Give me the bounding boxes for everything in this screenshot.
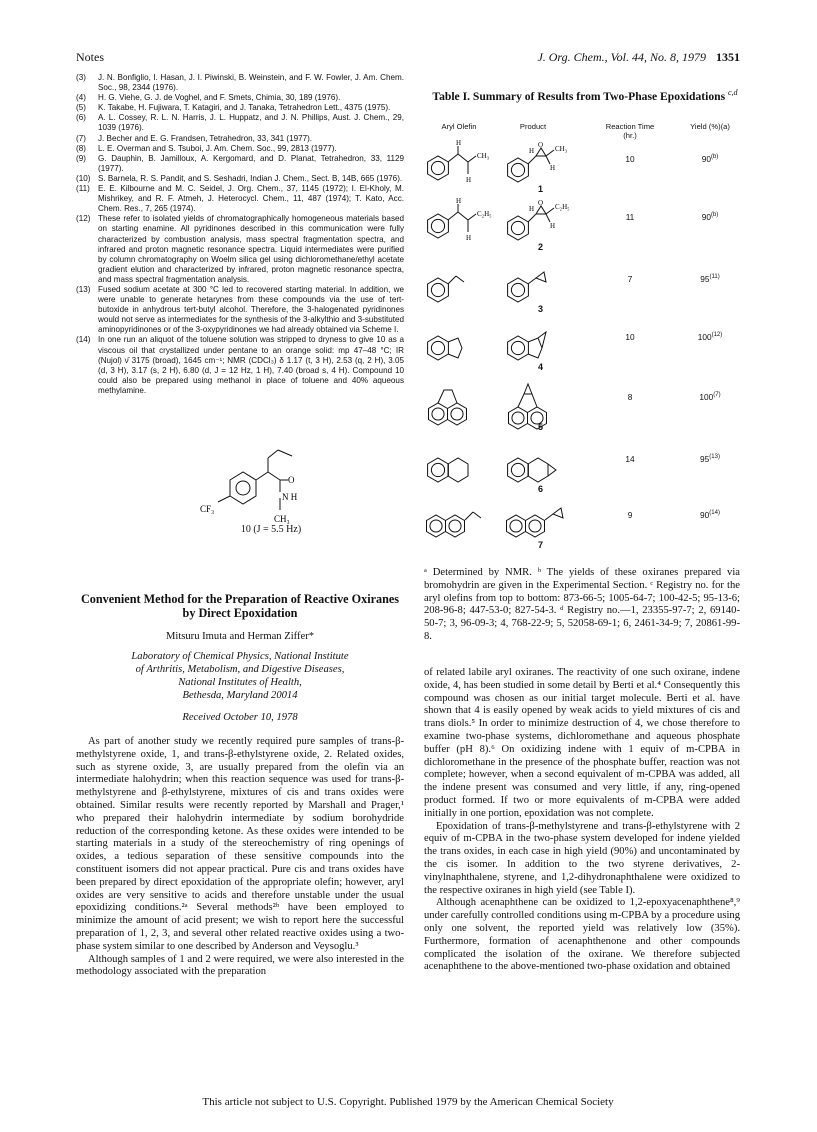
reference-item [76,154,404,174]
affiliation-line: National Institutes of Health, [178,677,302,688]
reaction-time: 11 [625,212,635,222]
body-text-left [76,736,404,979]
yield-cell [680,154,740,164]
body-paragraph: of related labile aryl oxiranes. The reactivity of one such oxirane, indene oxide, 4, has been studied in some detail by Berti et al.⁴ Consequently this compound was chosen as our initial target molecule. Berti et al. have shown that 4 is easily opened by weak acids to yield mixtures of cis and trans diols.⁵ In order to minimize destruction of 4, we chose therefore to examine two-phase systems, dichloromethane and aqueous phosphate buffer (pH 8).⁶ On oxidizing indene with 1 equiv of m-CPBA in dichloromethane in the presence of the phosphate buffer, reaction was not complete; however, when a second equivalent of m-CPBA was added, all the indene present was consumed and very little, if any, ring-opened product formed. If two or more equivalents of m-CPBA were added initially in one portion, epoxidation was not complete. [424,667,740,819]
reference-text: A. L. Cossey, R. L. N. Harris, J. L. Huppatz, and J. N. Phillips, Aust. J. Chem., 29, 1039 (1976). [98,113,404,133]
table-header-time: Reaction Time (hr.) [605,122,655,140]
compound-10-nh: N H [282,492,298,502]
body-paragraph: As part of another study we recently required pure samples of trans-β-methylstyrene oxide, 1, and trans-β-ethylstyrene oxide, 2. Related oxides, such as styrene oxide, 3, are usually prepared from the olefin via an intermediate halohydrin; when this reaction sequence was used for trans-β-methylstyrene and β-ethylstyrene, mixtures of cis and trans oxides were obtained. Similar results were recently reported by Marshall and Prager,¹ who prepared their halohydrin intermediate by sodium borohydride reduction of the corresponding ketone. As these oxides were intended to be starting materials in a study of the stereochemistry of ring openings of oxides, a tedious separation of these sensitive compounds into the constituent isomers did not appear practical. Pure cis and trans oxides have been prepared by direct epoxidation of the appropriate olefin; however, aryl oxides are very sensitive to acids and therefore unstable under the usual epoxidizing conditions.²ᵃ Several methods²ᵇ have been employed to minimize the amount of acid present; we wish to report here the successful preparation of 1, 2, 3, and several other related reactive oxides using a two-phase system similar to one described by Anderson and Veysoglu.³ [76,736,404,952]
reference-item [76,144,404,154]
compound-number: 6 [538,484,544,494]
yield-reference: (11) [709,274,720,281]
reference-number: (10) [76,173,91,183]
oxirane-product-structure [504,496,574,546]
yield-cell [680,212,740,222]
reaction-time: 8 [627,392,633,402]
reaction-time: 7 [627,274,633,284]
yield-reference: (7) [713,392,721,399]
compound-number: 2 [538,242,544,252]
reference-number: (9) [76,153,86,163]
reference-number: (5) [76,103,86,113]
table-row [422,318,742,376]
methyl-label: CH₃ [477,152,490,160]
compound-10-caption: 10 (J = 5.5 Hz) [240,524,302,535]
compound-number: 7 [538,540,544,550]
reference-text: G. Dauphin, B. Jamilloux, A. Kergomard, and D. Planat, Tetrahedron, 33, 1129 (1977). [98,153,404,173]
reference-number: (12) [76,214,91,224]
reference-number: (11) [76,184,90,194]
body-paragraph: Although samples of 1 and 2 were required, we were also interested in the methodology associated with the preparation [76,953,404,978]
table-title-footnote: c,d [728,88,738,97]
reference-text: K. Takabe, H. Fujiwara, T. Katagiri, and J. Tanaka, Tetrahedron Lett., 4375 (1975). [98,103,391,113]
yield-reference: (b) [710,212,719,219]
reference-number: (7) [76,133,86,143]
oxirane-product-structure [504,140,574,190]
aryl-olefin-structure [422,260,492,310]
yield-value: 95 [700,454,710,464]
product-h-label: H [529,147,535,155]
aryl-olefin-structure [422,318,492,368]
reference-number: (13) [76,284,91,294]
reference-item [76,214,404,285]
table-title [430,86,740,103]
aryl-olefin-structure [422,198,492,248]
yield-value: 95 [700,274,710,284]
reference-number: (14) [76,335,91,345]
oxirane-product-structure [504,440,574,490]
aryl-olefin-structure [422,440,492,490]
compound-10-ch3: CH₃ [274,514,290,524]
article-affiliation [76,650,404,702]
yield-cell [680,392,740,402]
compound-10-structure [200,450,320,530]
yield-reference: (b) [710,154,719,161]
ethyl-label: C₂H₅ [555,203,570,211]
table-row [422,496,742,554]
yield-reference: (14) [709,510,720,517]
olefin-h-label: H [456,139,462,147]
aryl-olefin-structure [422,140,492,190]
reference-number: (6) [76,113,86,123]
yield-reference: (13) [709,454,720,461]
table-row [422,140,742,198]
copyright-footer: This article not subject to U.S. Copyright. Published 1979 by the American Chemical Society [202,1096,614,1108]
table-header-product: Product [519,122,547,131]
yield-cell [680,332,740,342]
reference-item [76,113,404,133]
oxirane-product-structure [504,260,574,310]
yield-cell [680,454,740,464]
reference-list [76,73,404,396]
ethyl-label: C₂H₅ [477,210,492,218]
reference-text: E. E. Kilbourne and M. C. Seidel, J. Org. Chem., 37, 1145 (1972); I. El-Kholy, M. Mishrikey, and R. F. Atmeh, J. Heterocycl. Chem., 11, 487 (1974); T. Kato, Acc. Chem. Res., 7, 265 (1974). [98,184,404,214]
compound-10-cf3: CF₃ [200,504,215,514]
reaction-time: 14 [625,454,635,464]
reference-number: (4) [76,93,86,103]
epoxide-oxygen-label: O [538,141,544,149]
reference-text: Fused sodium acetate at 300 °C led to recovered starting material. In addition, we were unable to generate hetarynes from these compounds via the use of tert-butoxide in anhydrous tert-butyl alcohol. Therefore, the 3-halogenated pyridinones would not serve as intermediates for the synthesis of the 3-alkylthio and 3-substituted aminopyridinones or of the 3-oxypyridinones we had already obtained via Scheme I. [98,284,404,335]
product-h-label: H [550,164,556,172]
olefin-h-label: H [466,234,472,242]
oxirane-product-structure [504,198,574,248]
journal-citation: J. Org. Chem., Vol. 44, No. 8, 1979 [537,50,706,64]
compound-number: 3 [538,304,544,314]
body-text-right [424,667,740,974]
yield-value: 90 [700,510,710,520]
olefin-h-label: H [466,176,472,184]
body-paragraph: Epoxidation of trans-β-methylstyrene and trans-β-ethylstyrene with 2 equiv of m-CPBA in the two-phase system developed for indene yielded the trans oxides, in each case in high yield (90%) and uncontaminated by the cis isomer. In addition to the two styrene derivatives, 2-vinylnaphthalene, styrene, and 1,2-dihydronaphthalene were oxidized to the respective oxiranes in high yield (see Table I). [424,820,740,896]
yield-value: 100 [699,392,714,402]
reference-text: L. E. Overman and S. Tsuboi, J. Am. Chem. Soc., 99, 2813 (1977). [98,143,337,153]
affiliation-line: Laboratory of Chemical Physics, National Institute [131,651,349,662]
reference-item [76,184,404,214]
reference-text: H. G. Viehe, G. J. de Voghel, and F. Smets, Chimia, 30, 189 (1976). [98,93,341,103]
reference-item [76,174,404,184]
affiliation-line: Bethesda, Maryland 20014 [182,690,298,701]
received-date: Received October 10, 1978 [182,712,298,723]
table-row [422,378,742,436]
olefin-h-label: H [456,197,462,205]
running-head-section: Notes [76,50,104,64]
methyl-label: CH₃ [555,145,568,153]
reference-text: J. N. Bonfiglio, I. Hasan, J. I. Piwinski, B. Weinstein, and F. W. Fowler, J. Am. Chem. Soc., 98, 2344 (1976). [98,73,404,93]
compound-10-oxygen: O [288,475,295,485]
reference-number: (3) [76,73,86,82]
running-head-journal [468,50,740,65]
reaction-time: 10 [625,154,635,164]
reference-item [76,73,404,93]
table-header-yield: Yield (%)(a) [690,122,730,131]
reference-text: S. Barnela, R. S. Pandit, and S. Seshadri, Indian J. Chem., Sect. B, 14B, 665 (1976). [98,173,403,183]
epoxide-oxygen-label: O [538,199,544,207]
yield-value: 100 [697,332,712,342]
reference-number: (8) [76,143,86,153]
oxirane-product-structure [504,318,574,368]
oxirane-product-structure [504,378,574,428]
table-row [422,198,742,256]
reference-item [76,134,404,144]
yield-cell [680,510,740,520]
table-row [422,260,742,318]
compound-number: 1 [538,184,544,194]
reference-text: J. Becher and E. G. Frandsen, Tetrahedron, 33, 341 (1977). [98,133,313,143]
product-h-label: H [550,222,556,230]
table-footnotes: ᵃ Determined by NMR. ᵇ The yields of these oxiranes prepared via bromohydrin are given in the Experimental Section. ᶜ Registry no. for the aryl olefins from top to bottom: 873-66-5; 1005-64-7; 100-42-5; 95-13-6; 208-96-8; 447-53-0; 827-54-3. ᵈ Registry no.—1, 23355-97-7; 2, 69140-50-7; 3, 96-09-3; 4, 768-22-9; 5, 52058-69-1; 6, 2461-34-9; 7, 20861-99-8. [424,567,740,642]
reference-item [76,285,404,335]
aryl-olefin-structure [422,496,492,546]
table-header-olefin: Aryl Olefin [441,122,477,131]
product-h-label: H [529,205,535,213]
reference-item [76,93,404,103]
yield-value: 90 [701,154,711,164]
affiliation-line: of Arthritis, Metabolism, and Digestive Diseases, [135,664,345,675]
reference-item [76,103,404,113]
compound-number: 4 [538,362,544,372]
table-title-text: Table I. Summary of Results from Two-Phase Epoxidations [432,89,726,103]
yield-reference: (12) [711,332,723,339]
yield-cell [680,274,740,284]
compound-number: 5 [538,422,544,432]
article-authors: Mitsuru Imuta and Herman Ziffer* [165,631,315,642]
body-paragraph: Although acenaphthene can be oxidized to 1,2-epoxyacenaphthene⁸,⁹ under carefully controlled conditions using m-CPBA by a procedure using only one solvent, the reported yield was relatively low (35%). Furthermore, formation of acenaphthenone and other compounds complicated the isolation of the oxirane. We therefore subjected acenaphthene to the above-mentioned two-phase oxidation and obtained [424,897,740,973]
reference-text: In one run an aliquot of the toluene solution was stripped to dryness to give 10 as a viscous oil that crystallized under pentane to an orange solid: mp 47–48 °C; IR (Nujol) ν̄ 3175 (broad), 1645 cm⁻¹; NMR (CDCl₃) δ 1.17 (t, 3 H), 2.53 (q, 2 H), 3.05 (d, 3 H), 3.17 (s, 2 H), 6.80 (d, J = 12 Hz, 1 H), 7.40 (broad s, 4 H). Compound 10 could also be prepared using methanol in place of toluene and 40% aqueous methylamine. [98,335,404,395]
reaction-time: 9 [627,510,633,520]
table-row [422,440,742,498]
yield-value: 90 [701,212,711,222]
reference-item [76,335,404,396]
page-number: 1351 [716,50,740,64]
article-title: Convenient Method for the Preparation of Reactive Oxiranes by Direct Epoxidation [80,592,400,620]
reference-text: These refer to isolated yields of chromatographically homogeneous materials based on starting enamine. All pyridinones described in this communication were fully characterized by combustion analysis, mass spectral fragmentation spectra, and infrared and proton magnetic resonance spectra. Liquid intermediates were purified by column chromatography on Woelm silica gel using dichloromethane/ethyl acetate gradient elution and characterized by infrared, proton magnetic resonance spectra, and mass spectral fragmentation analysis. [98,214,404,284]
reaction-time: 10 [625,332,635,342]
aryl-olefin-structure [422,378,492,428]
